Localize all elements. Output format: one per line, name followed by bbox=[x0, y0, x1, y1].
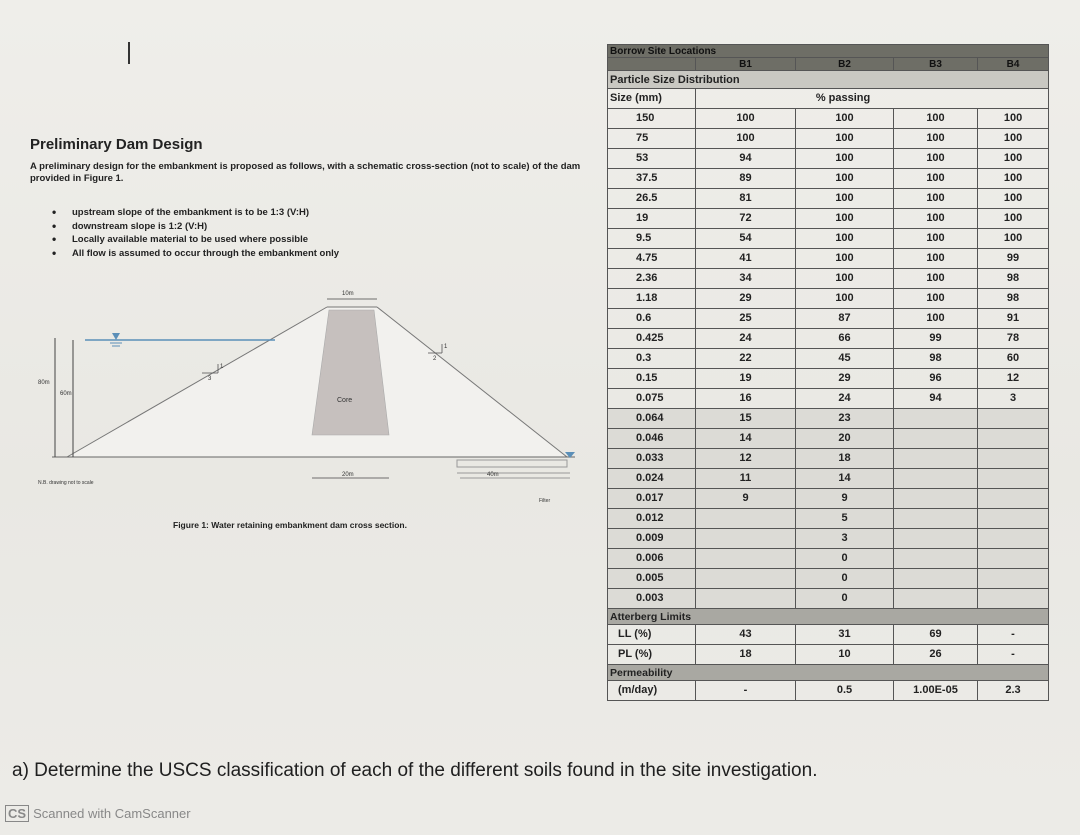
intro-paragraph: A preliminary design for the embankment is proposed as follows, with a schematic cross-section (not to scale) of the dam provided in Figure 1. bbox=[30, 161, 581, 184]
table-row bbox=[608, 209, 1049, 229]
table-row bbox=[608, 389, 1049, 409]
table-row bbox=[608, 149, 1049, 169]
permeability-value-b4: 2.3 bbox=[978, 681, 1049, 701]
table-row bbox=[608, 529, 1049, 549]
passing-cell-b2: 45 bbox=[796, 349, 894, 369]
passing-cell-b3: 100 bbox=[894, 169, 978, 189]
passing-cell-b2: 100 bbox=[796, 149, 894, 169]
scanner-footer bbox=[5, 805, 191, 822]
permeability-label: Permeability bbox=[608, 665, 1049, 681]
passing-cell-b3: 100 bbox=[894, 209, 978, 229]
downstream-slope-h: 2 bbox=[433, 356, 437, 362]
liquid-limit-row bbox=[608, 625, 1049, 645]
plastic-limit-b2: 10 bbox=[796, 645, 894, 665]
permeability-value-b3: 1.00E-05 bbox=[894, 681, 978, 701]
table-row bbox=[608, 249, 1049, 269]
size-cell: 53 bbox=[608, 149, 696, 169]
camscanner-logo: CS bbox=[5, 805, 29, 822]
passing-cell-b2: 3 bbox=[796, 529, 894, 549]
passing-cell-b4: 12 bbox=[978, 369, 1049, 389]
size-cell: 0.6 bbox=[608, 309, 696, 329]
upstream-slope-h: 3 bbox=[208, 376, 212, 382]
table-row bbox=[608, 549, 1049, 569]
design-bullets bbox=[50, 206, 339, 260]
column-header-row bbox=[608, 89, 1049, 109]
passing-cell-b4: 60 bbox=[978, 349, 1049, 369]
passing-cell-b3: 100 bbox=[894, 309, 978, 329]
permeability-value-label: (m/day) bbox=[608, 681, 696, 701]
filter-drain bbox=[457, 460, 567, 467]
passing-cell-b3 bbox=[894, 489, 978, 509]
scale-note: N.B. drawing not to scale bbox=[38, 480, 94, 486]
passing-cell-b1: 41 bbox=[696, 249, 796, 269]
liquid-limit-b3: 69 bbox=[894, 625, 978, 645]
passing-cell-b1: 100 bbox=[696, 129, 796, 149]
size-cell: 0.3 bbox=[608, 349, 696, 369]
passing-cell-b1: 29 bbox=[696, 289, 796, 309]
size-cell: 9.5 bbox=[608, 229, 696, 249]
size-cell: 2.36 bbox=[608, 269, 696, 289]
passing-cell-b4 bbox=[978, 429, 1049, 449]
site-b3: B3 bbox=[894, 58, 978, 71]
passing-cell-b2: 5 bbox=[796, 509, 894, 529]
size-cell: 0.024 bbox=[608, 469, 696, 489]
bullet-downstream: • downstream slope is 1:2 (V:H) bbox=[50, 220, 339, 234]
passing-cell-b3 bbox=[894, 469, 978, 489]
plastic-limit-row bbox=[608, 645, 1049, 665]
passing-cell-b4: 3 bbox=[978, 389, 1049, 409]
table-row bbox=[608, 329, 1049, 349]
liquid-limit-b2: 31 bbox=[796, 625, 894, 645]
passing-cell-b3: 100 bbox=[894, 249, 978, 269]
passing-cell-b1: 24 bbox=[696, 329, 796, 349]
size-cell: 150 bbox=[608, 109, 696, 129]
passing-cell-b1: 100 bbox=[696, 109, 796, 129]
size-cell: 26.5 bbox=[608, 189, 696, 209]
passing-cell-b1 bbox=[696, 509, 796, 529]
size-cell: 0.15 bbox=[608, 369, 696, 389]
passing-cell-b4: 100 bbox=[978, 209, 1049, 229]
passing-cell-b1: 12 bbox=[696, 449, 796, 469]
passing-cell-b1: 94 bbox=[696, 149, 796, 169]
table-title-row bbox=[608, 45, 1049, 58]
passing-cell-b1: 15 bbox=[696, 409, 796, 429]
permeability-value-b1: - bbox=[696, 681, 796, 701]
passing-column-header: % passing bbox=[696, 89, 1049, 109]
table-row bbox=[608, 589, 1049, 609]
passing-cell-b2: 0 bbox=[796, 589, 894, 609]
size-cell: 0.064 bbox=[608, 409, 696, 429]
passing-cell-b2: 100 bbox=[796, 129, 894, 149]
passing-cell-b2: 29 bbox=[796, 369, 894, 389]
passing-cell-b3: 100 bbox=[894, 129, 978, 149]
passing-cell-b2: 9 bbox=[796, 489, 894, 509]
filter-label: Filter bbox=[539, 498, 551, 504]
passing-cell-b1: 16 bbox=[696, 389, 796, 409]
passing-cell-b1: 89 bbox=[696, 169, 796, 189]
table-row bbox=[608, 169, 1049, 189]
passing-cell-b2: 87 bbox=[796, 309, 894, 329]
passing-cell-b1: 72 bbox=[696, 209, 796, 229]
table-row bbox=[608, 569, 1049, 589]
table-row bbox=[608, 369, 1049, 389]
table-row bbox=[608, 509, 1049, 529]
passing-cell-b2: 23 bbox=[796, 409, 894, 429]
size-column-header: Size (mm) bbox=[608, 89, 696, 109]
passing-cell-b4: 78 bbox=[978, 329, 1049, 349]
passing-cell-b2: 0 bbox=[796, 549, 894, 569]
passing-cell-b1 bbox=[696, 569, 796, 589]
passing-cell-b2: 100 bbox=[796, 209, 894, 229]
core-base-label: 20m bbox=[342, 472, 354, 478]
passing-cell-b4: 100 bbox=[978, 169, 1049, 189]
passing-cell-b2: 18 bbox=[796, 449, 894, 469]
table-row bbox=[608, 309, 1049, 329]
height-label: 80m bbox=[38, 380, 50, 386]
toe-length-label: 40m bbox=[487, 472, 499, 478]
pen-mark bbox=[128, 42, 130, 64]
passing-cell-b4 bbox=[978, 589, 1049, 609]
passing-cell-b3: 96 bbox=[894, 369, 978, 389]
psd-label: Particle Size Distribution bbox=[608, 71, 1049, 89]
passing-cell-b3: 100 bbox=[894, 269, 978, 289]
passing-cell-b1: 11 bbox=[696, 469, 796, 489]
passing-cell-b3: 99 bbox=[894, 329, 978, 349]
passing-cell-b1 bbox=[696, 529, 796, 549]
passing-cell-b2: 100 bbox=[796, 229, 894, 249]
passing-cell-b2: 100 bbox=[796, 249, 894, 269]
passing-cell-b4 bbox=[978, 409, 1049, 429]
core-label: Core bbox=[337, 397, 353, 404]
site-b2: B2 bbox=[796, 58, 894, 71]
passing-cell-b2: 0 bbox=[796, 569, 894, 589]
downstream-slope-v: 1 bbox=[444, 344, 448, 350]
passing-cell-b4 bbox=[978, 529, 1049, 549]
passing-cell-b1: 19 bbox=[696, 369, 796, 389]
passing-cell-b3 bbox=[894, 569, 978, 589]
size-cell: 4.75 bbox=[608, 249, 696, 269]
size-cell: 0.046 bbox=[608, 429, 696, 449]
passing-cell-b3: 94 bbox=[894, 389, 978, 409]
passing-cell-b3 bbox=[894, 509, 978, 529]
passing-cell-b2: 14 bbox=[796, 469, 894, 489]
permeability-value-b2: 0.5 bbox=[796, 681, 894, 701]
passing-cell-b3 bbox=[894, 549, 978, 569]
passing-cell-b3: 100 bbox=[894, 149, 978, 169]
passing-cell-b4: 100 bbox=[978, 129, 1049, 149]
section-title: Preliminary Dam Design bbox=[30, 136, 203, 153]
size-cell: 0.012 bbox=[608, 509, 696, 529]
atterberg-limits-label: Atterberg Limits bbox=[608, 609, 1049, 625]
passing-cell-b2: 20 bbox=[796, 429, 894, 449]
passing-cell-b4: 100 bbox=[978, 149, 1049, 169]
passing-cell-b2: 100 bbox=[796, 269, 894, 289]
size-cell: 0.425 bbox=[608, 329, 696, 349]
size-cell: 0.033 bbox=[608, 449, 696, 469]
table-row bbox=[608, 429, 1049, 449]
size-cell: 0.075 bbox=[608, 389, 696, 409]
table-row bbox=[608, 129, 1049, 149]
passing-cell-b1 bbox=[696, 549, 796, 569]
passing-cell-b3: 100 bbox=[894, 109, 978, 129]
passing-cell-b1: 54 bbox=[696, 229, 796, 249]
passing-cell-b3: 100 bbox=[894, 289, 978, 309]
passing-cell-b3: 100 bbox=[894, 189, 978, 209]
liquid-limit-b4: - bbox=[978, 625, 1049, 645]
table-row bbox=[608, 229, 1049, 249]
borrow-site-table bbox=[607, 44, 1049, 701]
table-row bbox=[608, 449, 1049, 469]
dam-cross-section-figure bbox=[30, 280, 610, 510]
passing-cell-b3: 100 bbox=[894, 229, 978, 249]
size-cell: 0.006 bbox=[608, 549, 696, 569]
permeability-row bbox=[608, 665, 1049, 681]
size-cell: 37.5 bbox=[608, 169, 696, 189]
size-cell: 0.005 bbox=[608, 569, 696, 589]
plastic-limit-b4: - bbox=[978, 645, 1049, 665]
passing-cell-b4 bbox=[978, 489, 1049, 509]
passing-cell-b2: 100 bbox=[796, 289, 894, 309]
passing-cell-b4: 100 bbox=[978, 109, 1049, 129]
table-row bbox=[608, 109, 1049, 129]
passing-cell-b1: 22 bbox=[696, 349, 796, 369]
size-cell: 75 bbox=[608, 129, 696, 149]
passing-cell-b4: 91 bbox=[978, 309, 1049, 329]
passing-cell-b3 bbox=[894, 529, 978, 549]
atterberg-limits-row bbox=[608, 609, 1049, 625]
passing-cell-b1: 25 bbox=[696, 309, 796, 329]
plastic-limit-label: PL (%) bbox=[608, 645, 696, 665]
permeability-value-row bbox=[608, 681, 1049, 701]
passing-cell-b3: 98 bbox=[894, 349, 978, 369]
passing-cell-b1: 34 bbox=[696, 269, 796, 289]
passing-cell-b4: 99 bbox=[978, 249, 1049, 269]
question-text: a) Determine the USCS classification of each of the different soils found in the site investigation. bbox=[12, 760, 818, 781]
passing-cell-b4: 100 bbox=[978, 189, 1049, 209]
site-header-row bbox=[608, 58, 1049, 71]
psd-header-row bbox=[608, 71, 1049, 89]
table-row bbox=[608, 189, 1049, 209]
crest-width-label: 10m bbox=[342, 291, 354, 297]
passing-cell-b3 bbox=[894, 589, 978, 609]
table-row bbox=[608, 289, 1049, 309]
size-cell: 19 bbox=[608, 209, 696, 229]
passing-cell-b2: 24 bbox=[796, 389, 894, 409]
passing-cell-b3 bbox=[894, 449, 978, 469]
passing-cell-b2: 100 bbox=[796, 109, 894, 129]
plastic-limit-b3: 26 bbox=[894, 645, 978, 665]
site-b4: B4 bbox=[978, 58, 1049, 71]
bullet-flow: • All flow is assumed to occur through the embankment only bbox=[50, 247, 339, 261]
passing-cell-b4: 98 bbox=[978, 289, 1049, 309]
liquid-limit-label: LL (%) bbox=[608, 625, 696, 645]
passing-cell-b4 bbox=[978, 449, 1049, 469]
table-row bbox=[608, 469, 1049, 489]
passing-cell-b3 bbox=[894, 409, 978, 429]
passing-cell-b4 bbox=[978, 469, 1049, 489]
passing-cell-b4 bbox=[978, 549, 1049, 569]
bullet-upstream: • upstream slope of the embankment is to be 1:3 (V:H) bbox=[50, 206, 339, 220]
passing-cell-b1: 81 bbox=[696, 189, 796, 209]
scanner-text: Scanned with CamScanner bbox=[33, 806, 191, 821]
table-row bbox=[608, 269, 1049, 289]
passing-cell-b1: 9 bbox=[696, 489, 796, 509]
passing-cell-b4: 100 bbox=[978, 229, 1049, 249]
site-b1: B1 bbox=[696, 58, 796, 71]
passing-cell-b4 bbox=[978, 569, 1049, 589]
passing-cell-b3 bbox=[894, 429, 978, 449]
passing-cell-b1: 14 bbox=[696, 429, 796, 449]
passing-cell-b2: 66 bbox=[796, 329, 894, 349]
passing-cell-b2: 100 bbox=[796, 169, 894, 189]
liquid-limit-b1: 43 bbox=[696, 625, 796, 645]
passing-cell-b2: 100 bbox=[796, 189, 894, 209]
size-cell: 0.003 bbox=[608, 589, 696, 609]
table-row bbox=[608, 489, 1049, 509]
water-level-symbol bbox=[112, 333, 120, 340]
passing-cell-b4: 98 bbox=[978, 269, 1049, 289]
size-cell: 0.009 bbox=[608, 529, 696, 549]
passing-cell-b4 bbox=[978, 509, 1049, 529]
table-title: Borrow Site Locations bbox=[608, 45, 1049, 58]
dam-diagram bbox=[30, 280, 610, 510]
water-depth-label: 60m bbox=[60, 391, 72, 397]
upstream-slope-v: 1 bbox=[220, 364, 224, 370]
figure-caption: Figure 1: Water retaining embankment dam cross section. bbox=[173, 520, 407, 530]
size-cell: 0.017 bbox=[608, 489, 696, 509]
size-cell: 1.18 bbox=[608, 289, 696, 309]
table-row bbox=[608, 409, 1049, 429]
passing-cell-b1 bbox=[696, 589, 796, 609]
plastic-limit-b1: 18 bbox=[696, 645, 796, 665]
table-row bbox=[608, 349, 1049, 369]
bullet-material: • Locally available material to be used where possible bbox=[50, 233, 339, 247]
